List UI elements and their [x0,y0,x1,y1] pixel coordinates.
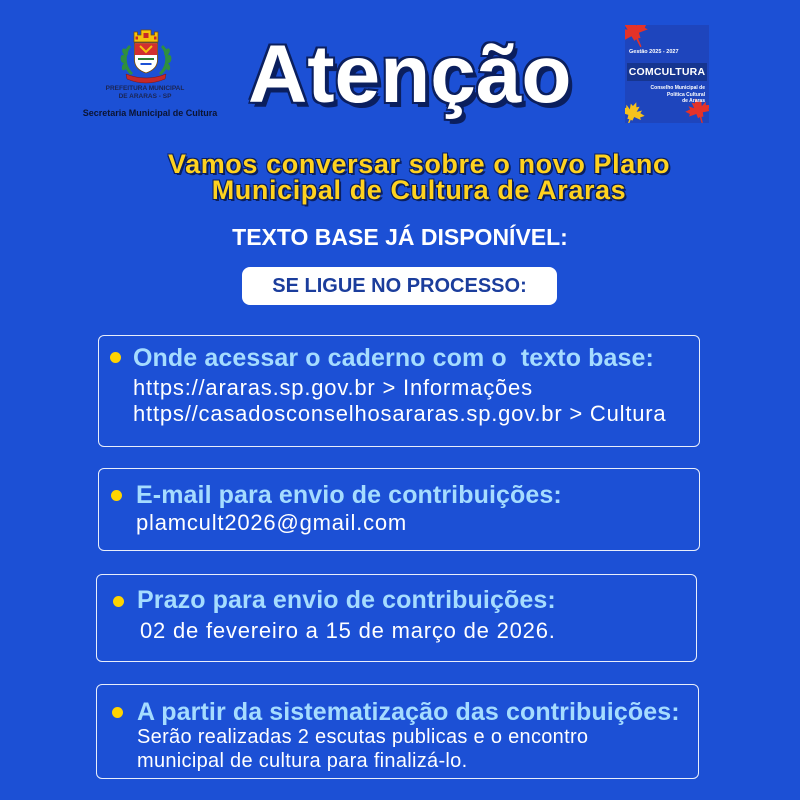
card-text-line: Serão realizadas 2 escutas publicas e o encontro [137,726,589,748]
council-description-line: Política Cultural [666,91,705,98]
info-card-email [98,468,700,551]
bullet-dot-icon [111,490,122,501]
card-heading: Prazo para envio de contribuições: [137,586,556,614]
card-heading: Onde acessar o caderno com o texto base: [133,344,654,372]
bullet-dot-icon [113,596,124,607]
term-label: Gestão 2025 - 2027 [629,49,679,55]
maple-leaf-icon [625,98,648,123]
comcultura-band [627,63,707,81]
headline-line-1: Vamos conversar sobre o novo Plano [167,149,671,179]
logo-prefeitura-line: PREFEITURA MUNICIPAL [105,85,185,92]
prefeitura-logo [75,25,225,125]
card-text-line: https://araras.sp.gov.br > Informações [133,375,533,400]
card-text-line: 02 de fevereiro a 15 de março de 2026. [140,618,556,643]
coat-of-arms-icon [118,27,174,85]
council-description [651,85,705,105]
bullet-dot-icon [112,707,123,718]
bullet-dot-icon [110,352,121,363]
comcultura-name: COMCULTURA [628,66,706,78]
page-title: Atenção [248,29,572,120]
card-heading: E-mail para envio de contribuições: [136,481,562,509]
council-description-line: de Araras [682,98,705,104]
logo-city-line: DE ARARAS - SP [118,93,172,100]
info-card-deadline [96,574,697,662]
card-text-line: municipal de cultura para finalizá-lo. [137,750,468,772]
notice-label: TEXTO BASE JÁ DISPONÍVEL: [232,224,568,250]
pill-label: SE LIGUE NO PROCESSO: [272,275,527,297]
headline [119,151,719,203]
council-description-line: Conselho Municipal de [650,85,705,91]
info-card-next-steps [96,684,699,779]
headline-line-2: Municipal de Cultura de Araras [211,175,627,205]
process-pill [242,267,557,305]
card-heading: A partir da sistematização das contribuições: [137,698,680,726]
secretaria-label: Secretaria Municipal de Cultura [82,108,218,118]
info-card-access [98,335,700,447]
card-text-line: plamcult2026@gmail.com [136,510,408,535]
comcultura-logo [625,25,709,123]
card-text-line: https//casadosconselhosararas.sp.gov.br > Cultura [133,401,667,426]
